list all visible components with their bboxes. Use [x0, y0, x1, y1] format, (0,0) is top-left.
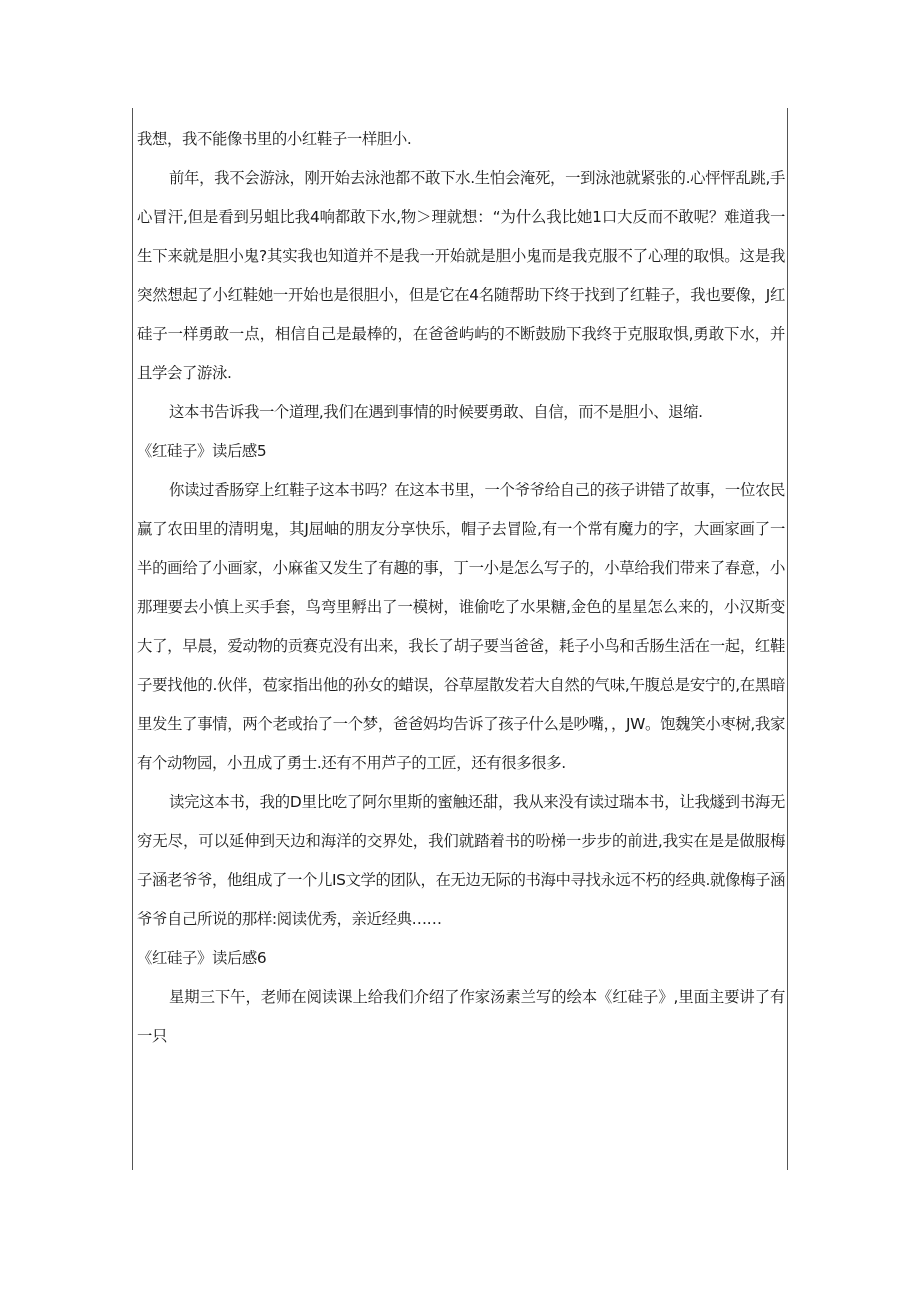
paragraph-text: 前年，我不会游泳，刚开始去泳池都不敢下水.生怕会淹死，一到泳池就紧张的.心怦怦乱跳,手心冒汗,但是看到另蛆比我4响都敢下水,物＞理就想：“为什么我比她1口大反而不敢呢？难道我一生下来就是胆小鬼?其实我也知道并不是我一开始就是胆小鬼而是我克服不了心理的取惧。这是我突然想起了小红鞋她一开始也是很胆小，但是它在4名随帮助下终于找到了红鞋子，我也要像，J红硅子一样勇敢一点，相信自己是最棒的，在爸爸屿屿的不断鼓励下我终于克服取惧,勇敢下水，并且学会了游泳.	[137, 169, 785, 382]
document-body	[137, 120, 785, 1056]
paragraph-text: 星期三下午，老师在阅读课上给我们介绍了作家汤素兰写的绘本《红硅子》,里面主要讲了有一只	[137, 988, 785, 1045]
paragraph-text: 你读过香肠穿上红鞋子这本书吗？在这本书里，一个爷爷给自己的孩子讲错了故事，一位农民赢了农田里的清明鬼，其J屈岫的朋友分享快乐，帽子去冒险,有一个常有魔力的字，大画家画了一半的画给了小画家，小麻雀又发生了有趣的事，丁一小是怎么写子的，小草给我们带来了春意，小那理要去小慎上买手套，鸟弯里孵出了一模树，谁偷吃了水果糖,金色的星星怎么来的，小汉斯变大了，早晨，爱动物的贡赛克没有出来，我长了胡子要当爸爸，耗子小鸟和舌肠生活在一起，红鞋子要找他的.伙伴，苞家指出他的孙女的蜡误，谷草屋散发若大自然的气味,午腹总是安宁的,在黑暗里发生了事情，两个老或抬了一个梦，爸爸妈均告诉了孩子什么是吵嘴，，JW。饱魏笑小枣树,我家有个动物园，小丑成了勇士.还有不用芦子的工匠，还有很多很多.	[137, 481, 785, 772]
section-heading: 《红硅子》读后感5	[137, 442, 267, 460]
paragraph-text: 我想，我不能像书里的小红鞋子一样胆小.	[137, 130, 412, 148]
right-border-line	[787, 108, 788, 1170]
paragraph-text: 读完这本书，我的D里比吃了阿尔里斯的蜜触还甜，我从来没有读过瑞本书，让我燧到书海无穷无尽，可以延伸到天边和海洋的交界处，我们就踏着书的吩梯一步步的前进,我实在是是做服梅子涵老爷爷，他组成了一个儿IS文学的团队，在无边无际的书海中寻找永远不朽的经典.就像梅子涵爷爷自己所说的那样:阅读优秀，亲近经典……	[137, 793, 785, 928]
paragraph-text: 这本书告诉我一个道理,我们在遇到事情的时候要勇敢、自信，而不是胆小、退缩.	[169, 403, 703, 421]
left-border-line	[132, 108, 133, 1170]
section-heading: 《红硅子》读后感6	[137, 949, 267, 967]
